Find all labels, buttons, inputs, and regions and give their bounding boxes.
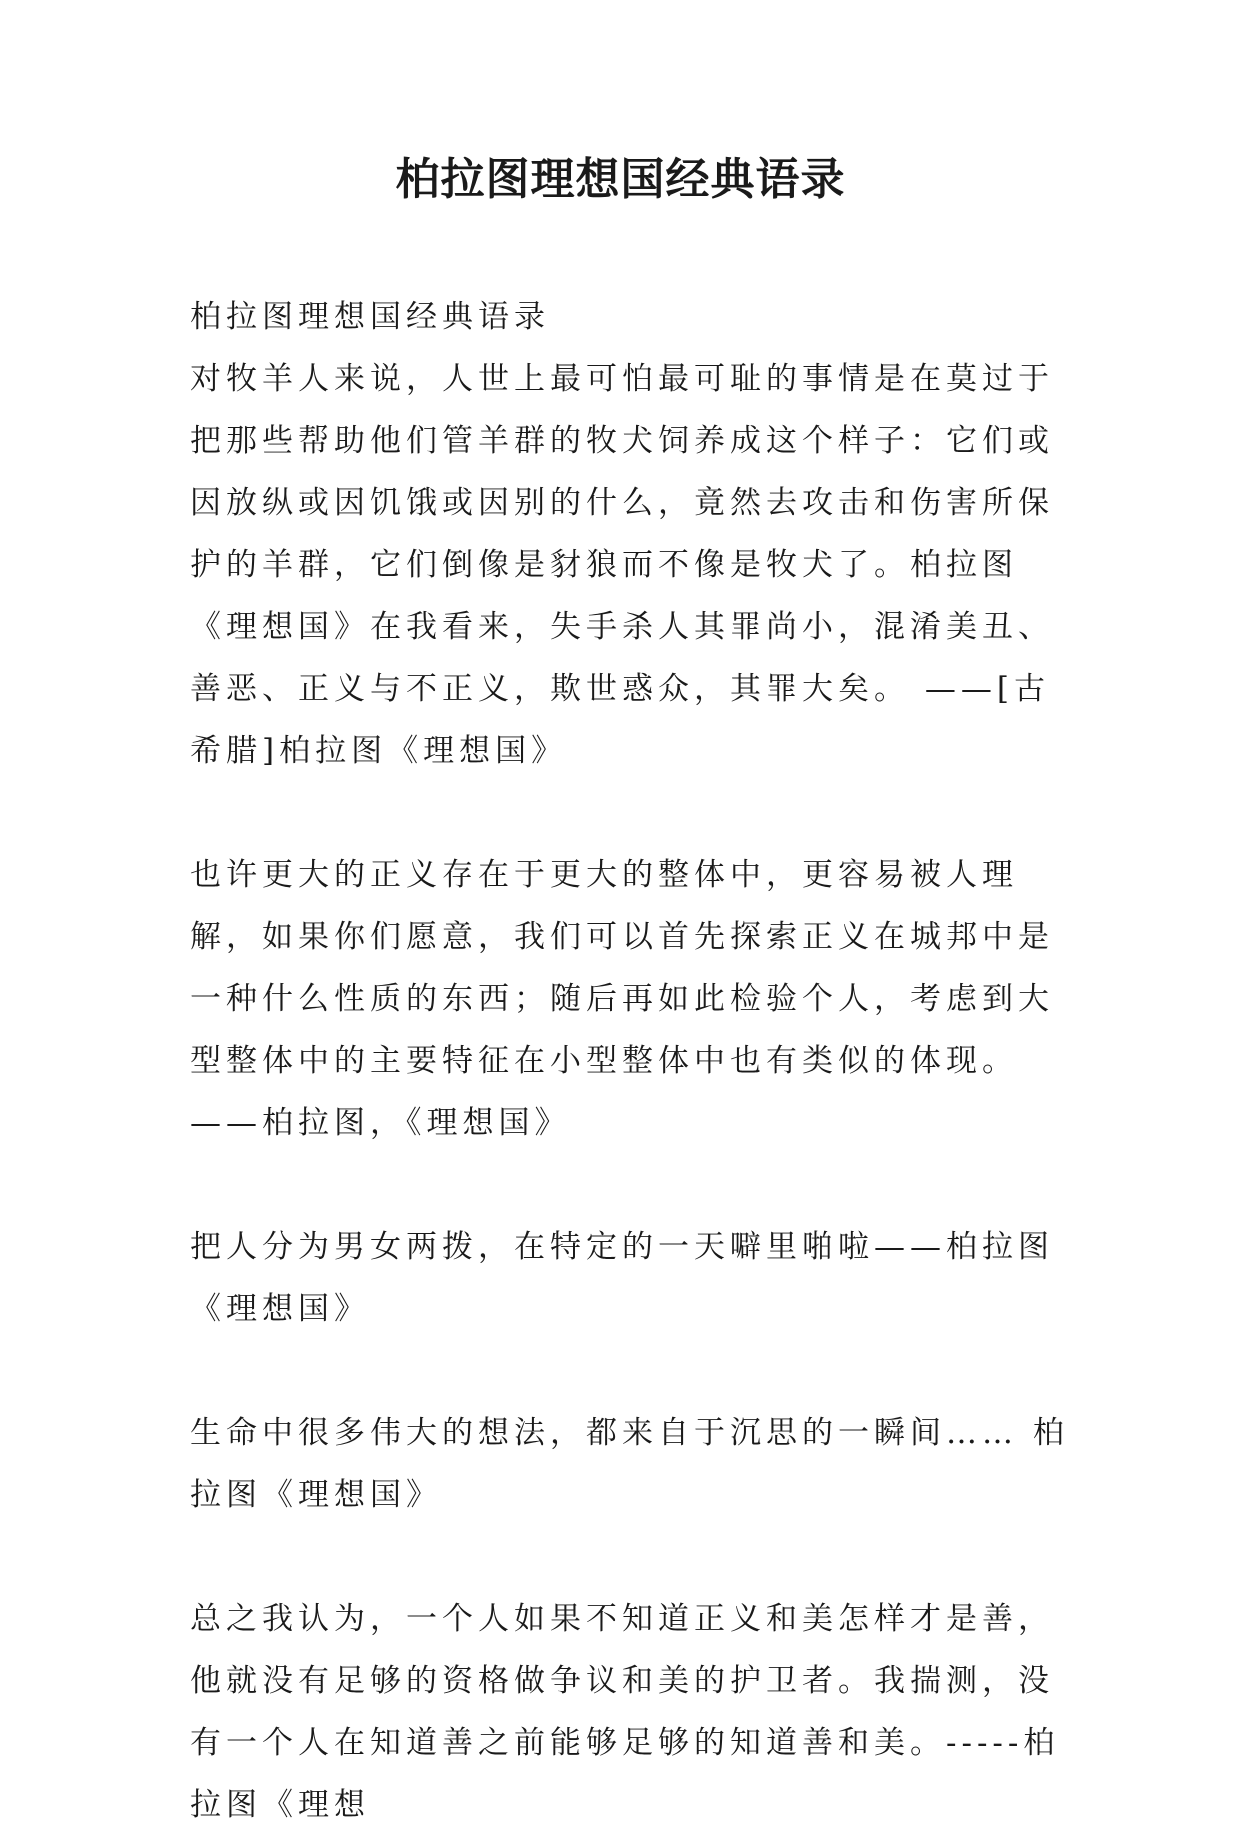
quote-paragraph-1: 对牧羊人来说，人世上最可怕最可耻的事情是在莫过于把那些帮助他们管羊群的牧犬饲养成这个样子：它们或因放纵或因饥饿或因别的什么，竟然去攻击和伤害所保护的羊群，它们倒像是豺狼而不像是牧犬了。柏拉图《理想国》在我看来，失手杀人其罪尚小，混淆美丑、善恶、正义与不正义，欺世惑众，其罪大矣。 ——[古希腊]柏拉图《理想国》 <box>190 361 1054 769</box>
document-body <box>190 286 1070 1836</box>
quote-paragraph-2: 也许更大的正义存在于更大的整体中，更容易被人理解，如果你们愿意，我们可以首先探索正义在城邦中是一种什么性质的东西；随后再如此检验个人，考虑到大型整体中的主要特征在小型整体中也有类似的体现。——柏拉图，《理想国》 <box>190 857 1054 1141</box>
quote-paragraph-3: 把人分为男女两拨，在特定的一天噼里啪啦——柏拉图《理想国》 <box>190 1229 1054 1327</box>
quote-paragraph-4: 生命中很多伟大的想法，都来自于沉思的一瞬间…… 柏拉图《理想国》 <box>190 1415 1069 1513</box>
document-title: 柏拉图理想国经典语录 <box>395 154 846 205</box>
quote-paragraph-5: 总之我认为，一个人如果不知道正义和美怎样才是善，他就没有足够的资格做争议和美的护卫者。我揣测，没有一个人在知道善之前能够足够的知道善和美。-----柏拉图《理想 <box>190 1601 1060 1823</box>
document-subtitle: 柏拉图理想国经典语录 <box>190 299 550 335</box>
